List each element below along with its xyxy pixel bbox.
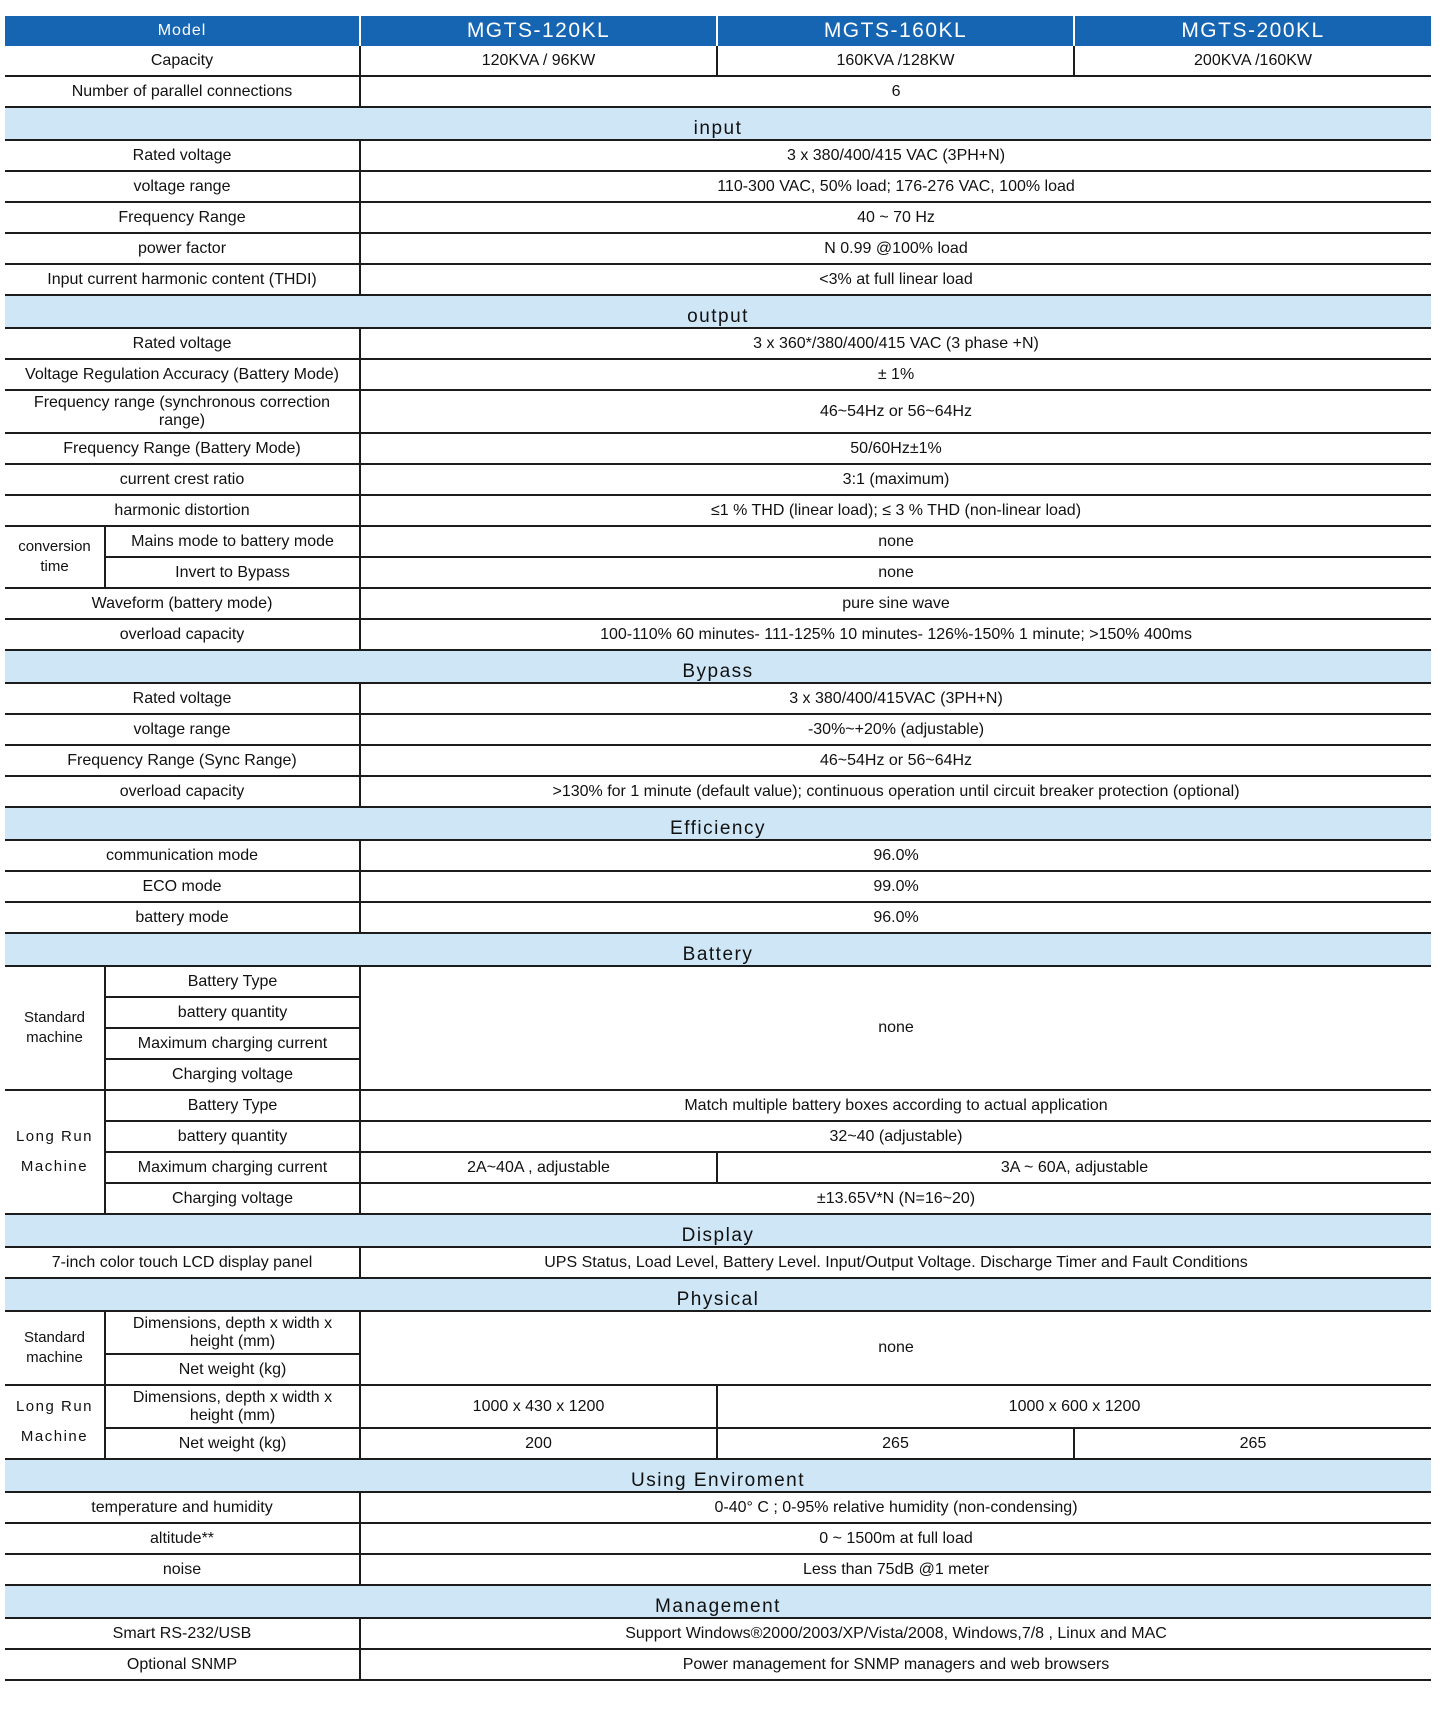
- capacity-value: 200KVA /160KW: [1074, 46, 1431, 76]
- row-value: none: [360, 557, 1431, 588]
- row-value: Support Windows®2000/2003/XP/Vista/2008, Windows,7/8 , Linux and MAC: [360, 1618, 1431, 1649]
- row-value: 1000 x 600 x 1200: [717, 1385, 1431, 1428]
- row-value: Match multiple battery boxes according to actual application: [360, 1090, 1431, 1121]
- section-header-bypass: [5, 650, 1431, 683]
- model-name: MGTS-160KL: [717, 16, 1074, 46]
- row-label: temperature and humidity: [5, 1492, 360, 1523]
- row-label: current crest ratio: [5, 464, 360, 495]
- row-label: Maximum charging current: [105, 1028, 360, 1059]
- table-row: [5, 588, 1431, 619]
- row-value: 6: [360, 76, 1431, 107]
- row-value: 96.0%: [360, 902, 1431, 933]
- row-value: 50/60Hz±1%: [360, 433, 1431, 464]
- row-value: <3% at full linear load: [360, 264, 1431, 295]
- table-row: [5, 1090, 1431, 1121]
- row-label: Input current harmonic content (THDI): [5, 264, 360, 295]
- table-row: [5, 264, 1431, 295]
- row-label: Invert to Bypass: [105, 557, 360, 588]
- row-value: >130% for 1 minute (default value); continuous operation until circuit breaker protection (optional): [360, 776, 1431, 807]
- row-value: 3A ~ 60A, adjustable: [717, 1152, 1431, 1183]
- row-label: overload capacity: [5, 619, 360, 650]
- table-row: [5, 76, 1431, 107]
- section-header-management: [5, 1585, 1431, 1618]
- row-label: Capacity: [5, 46, 360, 76]
- row-value: 40 ~ 70 Hz: [360, 202, 1431, 233]
- row-value: 32~40 (adjustable): [360, 1121, 1431, 1152]
- row-label: Net weight (kg): [105, 1428, 360, 1459]
- row-value: none: [360, 1311, 1431, 1385]
- table-row: [5, 902, 1431, 933]
- row-label: battery quantity: [105, 997, 360, 1028]
- row-label: Net weight (kg): [105, 1354, 360, 1385]
- section-header-input: [5, 107, 1431, 140]
- row-label: voltage range: [5, 714, 360, 745]
- row-label: Voltage Regulation Accuracy (Battery Mode): [5, 359, 360, 390]
- row-value: -30%~+20% (adjustable): [360, 714, 1431, 745]
- table-row: [5, 1121, 1431, 1152]
- spec-table: [5, 16, 1431, 1681]
- table-row: [5, 714, 1431, 745]
- table-row: [5, 1523, 1431, 1554]
- group-label-long-run-machine: Long Run Machine: [5, 1385, 105, 1459]
- model-header: Model: [5, 16, 360, 46]
- row-label: Charging voltage: [105, 1183, 360, 1214]
- section-title: Management: [5, 1585, 1431, 1618]
- row-label: noise: [5, 1554, 360, 1585]
- row-label: Smart RS-232/USB: [5, 1618, 360, 1649]
- capacity-value: 160KVA /128KW: [717, 46, 1074, 76]
- section-title: Battery: [5, 933, 1431, 966]
- row-label: 7-inch color touch LCD display panel: [5, 1247, 360, 1278]
- row-value: none: [360, 526, 1431, 557]
- table-row: [5, 359, 1431, 390]
- row-label: Battery Type: [105, 1090, 360, 1121]
- table-row: [5, 390, 1431, 433]
- row-value: UPS Status, Load Level, Battery Level. Input/Output Voltage. Discharge Timer and Fault Conditions: [360, 1247, 1431, 1278]
- table-row: [5, 1554, 1431, 1585]
- table-row: [5, 557, 1431, 588]
- table-row: [5, 46, 1431, 76]
- row-label: altitude**: [5, 1523, 360, 1554]
- table-row: [5, 1183, 1431, 1214]
- row-value: 96.0%: [360, 840, 1431, 871]
- section-title: Using Enviroment: [5, 1459, 1431, 1492]
- row-value: 0 ~ 1500m at full load: [360, 1523, 1431, 1554]
- row-label: Frequency Range (Sync Range): [5, 745, 360, 776]
- row-value: 3 x 380/400/415VAC (3PH+N): [360, 683, 1431, 714]
- row-label: Frequency Range (Battery Mode): [5, 433, 360, 464]
- table-row: [5, 140, 1431, 171]
- row-label: battery quantity: [105, 1121, 360, 1152]
- row-label: Waveform (battery mode): [5, 588, 360, 619]
- row-value: 2A~40A , adjustable: [360, 1152, 717, 1183]
- row-label: Rated voltage: [5, 140, 360, 171]
- group-label-standard-machine: Standard machine: [5, 1311, 105, 1385]
- table-row: [5, 619, 1431, 650]
- row-value: 1000 x 430 x 1200: [360, 1385, 717, 1428]
- group-label-standard-machine: Standard machine: [5, 966, 105, 1090]
- row-value: 3 x 380/400/415 VAC (3PH+N): [360, 140, 1431, 171]
- table-row: [5, 495, 1431, 526]
- header-row: [5, 16, 1431, 46]
- row-label: Optional SNMP: [5, 1649, 360, 1680]
- row-label: ECO mode: [5, 871, 360, 902]
- table-row: [5, 871, 1431, 902]
- row-value: 3:1 (maximum): [360, 464, 1431, 495]
- section-title: output: [5, 295, 1431, 328]
- table-row: [5, 464, 1431, 495]
- table-row: [5, 1247, 1431, 1278]
- row-label: Dimensions, depth x width x height (mm): [105, 1385, 360, 1428]
- table-row: [5, 1618, 1431, 1649]
- section-header-physical: [5, 1278, 1431, 1311]
- row-value: 265: [717, 1428, 1074, 1459]
- row-value: N 0.99 @100% load: [360, 233, 1431, 264]
- row-value: Power management for SNMP managers and web browsers: [360, 1649, 1431, 1680]
- table-row: [5, 1649, 1431, 1680]
- row-value: 3 x 360*/380/400/415 VAC (3 phase +N): [360, 328, 1431, 359]
- row-label: Mains mode to battery mode: [105, 526, 360, 557]
- row-label: Number of parallel connections: [5, 76, 360, 107]
- row-label: Rated voltage: [5, 328, 360, 359]
- row-label: communication mode: [5, 840, 360, 871]
- section-header-battery: [5, 933, 1431, 966]
- row-label: voltage range: [5, 171, 360, 202]
- row-label: battery mode: [5, 902, 360, 933]
- table-row: [5, 526, 1431, 557]
- table-row: [5, 840, 1431, 871]
- section-header-output: [5, 295, 1431, 328]
- table-row: [5, 433, 1431, 464]
- section-header-environment: [5, 1459, 1431, 1492]
- table-row: [5, 1152, 1431, 1183]
- table-row: [5, 683, 1431, 714]
- model-name: MGTS-120KL: [360, 16, 717, 46]
- section-title: Display: [5, 1214, 1431, 1247]
- row-value: 99.0%: [360, 871, 1431, 902]
- section-title: Physical: [5, 1278, 1431, 1311]
- table-row: [5, 966, 1431, 997]
- group-label-long-run-machine: Long Run Machine: [5, 1090, 105, 1214]
- row-value: 0-40° C ; 0-95% relative humidity (non-condensing): [360, 1492, 1431, 1523]
- row-value: ≤1 % THD (linear load); ≤ 3 % THD (non-linear load): [360, 495, 1431, 526]
- row-value: none: [360, 966, 1431, 1090]
- table-row: [5, 171, 1431, 202]
- row-value: ± 1%: [360, 359, 1431, 390]
- row-value: 110-300 VAC, 50% load; 176-276 VAC, 100% load: [360, 171, 1431, 202]
- table-row: [5, 745, 1431, 776]
- table-row: [5, 328, 1431, 359]
- table-row: [5, 233, 1431, 264]
- row-label: overload capacity: [5, 776, 360, 807]
- row-value: 200: [360, 1428, 717, 1459]
- section-header-efficiency: [5, 807, 1431, 840]
- row-value: 46~54Hz or 56~64Hz: [360, 390, 1431, 433]
- row-label: Frequency Range: [5, 202, 360, 233]
- row-label: Rated voltage: [5, 683, 360, 714]
- group-label-conversion-time: conversion time: [5, 526, 105, 588]
- row-label: Maximum charging current: [105, 1152, 360, 1183]
- row-value: pure sine wave: [360, 588, 1431, 619]
- row-value: ±13.65V*N (N=16~20): [360, 1183, 1431, 1214]
- section-header-display: [5, 1214, 1431, 1247]
- row-label: harmonic distortion: [5, 495, 360, 526]
- table-row: [5, 202, 1431, 233]
- row-value: 100-110% 60 minutes- 111-125% 10 minutes- 126%-150% 1 minute; >150% 400ms: [360, 619, 1431, 650]
- table-row: [5, 1428, 1431, 1459]
- table-row: [5, 776, 1431, 807]
- row-label: power factor: [5, 233, 360, 264]
- table-row: [5, 1311, 1431, 1354]
- section-title: Bypass: [5, 650, 1431, 683]
- row-label: Battery Type: [105, 966, 360, 997]
- section-title: Efficiency: [5, 807, 1431, 840]
- section-title: input: [5, 107, 1431, 140]
- row-value: 46~54Hz or 56~64Hz: [360, 745, 1431, 776]
- row-value: Less than 75dB @1 meter: [360, 1554, 1431, 1585]
- row-label: Frequency range (synchronous correction range): [5, 390, 360, 433]
- row-value: 265: [1074, 1428, 1431, 1459]
- row-label: Charging voltage: [105, 1059, 360, 1090]
- model-name: MGTS-200KL: [1074, 16, 1431, 46]
- capacity-value: 120KVA / 96KW: [360, 46, 717, 76]
- table-row: [5, 1492, 1431, 1523]
- row-label: Dimensions, depth x width x height (mm): [105, 1311, 360, 1354]
- table-row: [5, 1385, 1431, 1428]
